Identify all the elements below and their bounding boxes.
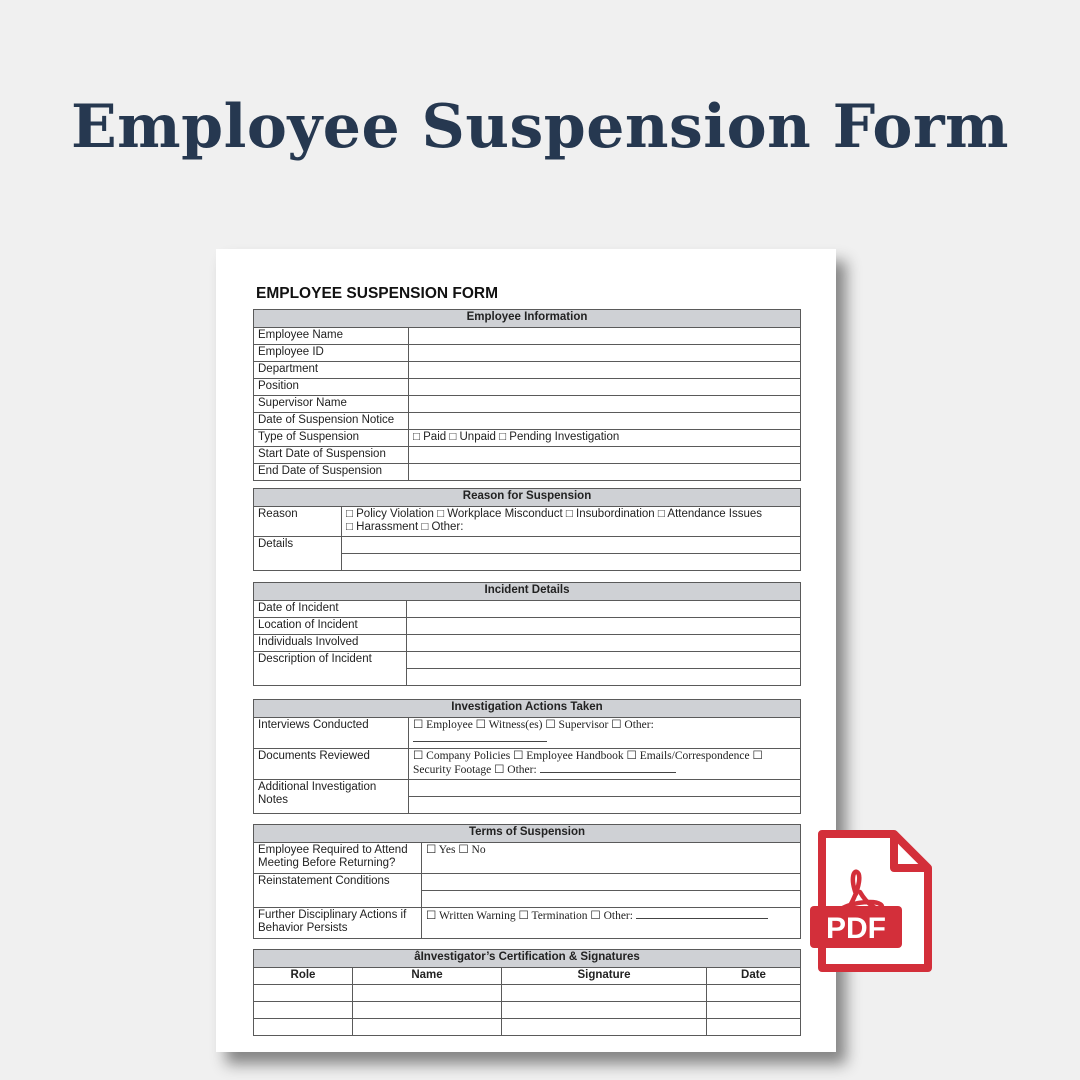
signature-cell[interactable] xyxy=(502,1002,707,1019)
signature-cell[interactable] xyxy=(502,985,707,1002)
pdf-label: PDF xyxy=(826,912,886,945)
name-cell[interactable] xyxy=(353,1019,502,1036)
name-cell[interactable] xyxy=(353,985,502,1002)
table-row xyxy=(254,1002,801,1019)
investigation-table xyxy=(253,699,801,814)
meeting-required-options[interactable]: ☐ Yes ☐ No xyxy=(422,843,801,874)
terms-table xyxy=(253,824,801,939)
reinstatement-field-2[interactable] xyxy=(422,891,801,908)
terms-heading: Terms of Suspension xyxy=(254,825,801,843)
incident-description-field-2[interactable] xyxy=(407,669,801,686)
end-date-field[interactable] xyxy=(409,464,801,481)
incident-date-field[interactable] xyxy=(407,601,801,618)
incident-location-field[interactable] xyxy=(407,618,801,635)
investigation-heading: Investigation Actions Taken xyxy=(254,700,801,718)
position-label: Position xyxy=(254,379,409,396)
additional-notes-field-1[interactable] xyxy=(409,780,801,797)
further-actions-label: Further Disciplinary Actions if Behavior Persists xyxy=(254,908,422,939)
suspension-type-label: Type of Suspension xyxy=(254,430,409,447)
date-cell[interactable] xyxy=(707,985,801,1002)
incident-description-label: Description of Incident xyxy=(254,652,407,686)
role-column-header: Role xyxy=(254,968,353,985)
details-field-1[interactable] xyxy=(342,537,801,554)
incident-location-label: Location of Incident xyxy=(254,618,407,635)
date-cell[interactable] xyxy=(707,1019,801,1036)
further-actions-options: ☐ Written Warning ☐ Termination ☐ Other: xyxy=(426,910,633,922)
form-document xyxy=(216,249,836,1052)
page-title: Employee Suspension Form xyxy=(70,92,1010,162)
name-cell[interactable] xyxy=(353,1002,502,1019)
employee-name-field[interactable] xyxy=(409,328,801,345)
reinstatement-conditions-label: Reinstatement Conditions xyxy=(254,874,422,908)
interviews-conducted-field[interactable] xyxy=(409,718,801,749)
employee-information-table xyxy=(253,309,801,481)
employee-name-label: Employee Name xyxy=(254,328,409,345)
incident-description-field-1[interactable] xyxy=(407,652,801,669)
interviews-options: ☐ Employee ☐ Witness(es) ☐ Supervisor ☐ Other: xyxy=(413,719,654,731)
department-label: Department xyxy=(254,362,409,379)
suspension-notice-date-label: Date of Suspension Notice xyxy=(254,413,409,430)
suspension-notice-date-field[interactable] xyxy=(409,413,801,430)
documents-reviewed-label: Documents Reviewed xyxy=(254,749,409,780)
employee-id-label: Employee ID xyxy=(254,345,409,362)
documents-options: ☐ Company Policies ☐ Employee Handbook ☐ Emails/Correspondence ☐ Security Footage ☐ Other: xyxy=(413,750,763,776)
employee-information-heading: Employee Information xyxy=(254,310,801,328)
pdf-file-icon xyxy=(810,828,934,974)
reason-options-line2: □ Harassment □ Other: xyxy=(346,521,464,533)
details-field-2[interactable] xyxy=(342,554,801,571)
meeting-required-label: Employee Required to Attend Meeting Before Returning? xyxy=(254,843,422,874)
role-cell[interactable] xyxy=(254,985,353,1002)
further-other-line xyxy=(636,909,768,919)
reason-table xyxy=(253,488,801,571)
supervisor-name-label: Supervisor Name xyxy=(254,396,409,413)
start-date-field[interactable] xyxy=(409,447,801,464)
role-cell[interactable] xyxy=(254,1019,353,1036)
date-cell[interactable] xyxy=(707,1002,801,1019)
department-field[interactable] xyxy=(409,362,801,379)
form-title: EMPLOYEE SUSPENSION FORM xyxy=(256,285,499,302)
supervisor-name-field[interactable] xyxy=(409,396,801,413)
individuals-involved-label: Individuals Involved xyxy=(254,635,407,652)
additional-notes-label: Additional Investigation Notes xyxy=(254,780,409,814)
details-label: Details xyxy=(254,537,342,571)
certification-heading: âInvestigator’s Certification & Signatures xyxy=(254,950,801,968)
incident-details-table xyxy=(253,582,801,686)
table-row xyxy=(254,1019,801,1036)
table-row xyxy=(254,985,801,1002)
incident-date-label: Date of Incident xyxy=(254,601,407,618)
interviews-other-line xyxy=(413,732,547,742)
individuals-involved-field[interactable] xyxy=(407,635,801,652)
position-field[interactable] xyxy=(409,379,801,396)
incident-details-heading: Incident Details xyxy=(254,583,801,601)
signature-cell[interactable] xyxy=(502,1019,707,1036)
name-column-header: Name xyxy=(353,968,502,985)
date-column-header: Date xyxy=(707,968,801,985)
suspension-type-options[interactable]: □ Paid □ Unpaid □ Pending Investigation xyxy=(409,430,801,447)
employee-id-field[interactable] xyxy=(409,345,801,362)
documents-other-line xyxy=(540,763,676,773)
further-actions-field[interactable] xyxy=(422,908,801,939)
end-date-label: End Date of Suspension xyxy=(254,464,409,481)
reinstatement-field-1[interactable] xyxy=(422,874,801,891)
reason-options-line1: □ Policy Violation □ Workplace Misconduct □ Insubordination □ Attendance Issues xyxy=(346,508,763,520)
documents-reviewed-field[interactable] xyxy=(409,749,801,780)
role-cell[interactable] xyxy=(254,1002,353,1019)
certification-table xyxy=(253,949,801,1036)
start-date-label: Start Date of Suspension xyxy=(254,447,409,464)
interviews-conducted-label: Interviews Conducted xyxy=(254,718,409,749)
reason-heading: Reason for Suspension xyxy=(254,489,801,507)
signature-column-header: Signature xyxy=(502,968,707,985)
reason-label: Reason xyxy=(254,507,342,537)
additional-notes-field-2[interactable] xyxy=(409,797,801,814)
reason-options[interactable] xyxy=(342,507,801,537)
